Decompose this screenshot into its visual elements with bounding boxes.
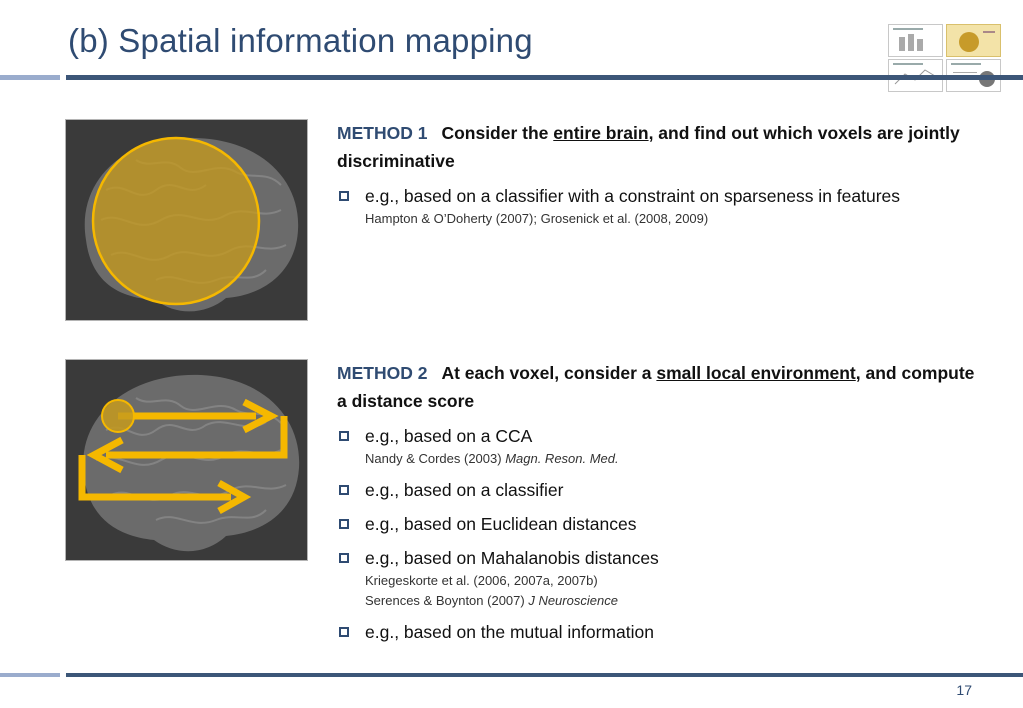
bullet-square-icon xyxy=(339,431,349,441)
method1-heading-text-b: , and find out which voxels are jointly discriminative xyxy=(337,123,960,171)
reference-text xyxy=(365,449,987,469)
method2-heading xyxy=(337,359,987,415)
bullet-square-icon xyxy=(339,553,349,563)
reference-authors: Nandy & Cordes (2003) xyxy=(365,451,506,466)
slide-title: (b) Spatial information mapping xyxy=(68,22,533,59)
bullet-square-icon xyxy=(339,485,349,495)
list-item xyxy=(337,511,987,537)
reference-journal: J Neuroscience xyxy=(528,593,618,608)
method2-section xyxy=(337,359,987,645)
footer-rule-left xyxy=(0,673,60,677)
slide-overview-thumbnails[interactable] xyxy=(888,24,1002,92)
reference-authors: Serences & Boynton (2007) xyxy=(365,593,529,608)
method2-label: METHOD 2 xyxy=(337,363,428,383)
list-item-text: e.g., based on a classifier xyxy=(365,480,564,500)
method1-heading xyxy=(337,119,987,175)
bullet-square-icon xyxy=(339,519,349,529)
method2-heading-text-a: At each voxel, consider a xyxy=(441,363,657,383)
title-rule xyxy=(66,75,1023,80)
method2-heading-text-b: , and compute a distance score xyxy=(337,363,975,411)
reference-text: Kriegeskorte et al. (2006, 2007a, 2007b) xyxy=(365,573,598,588)
method1-label: METHOD 1 xyxy=(337,123,428,143)
title-rule-left xyxy=(0,75,60,80)
method1-section xyxy=(337,119,987,229)
thumbnail-2-current[interactable] xyxy=(946,24,1001,57)
list-item-text: e.g., based on Mahalanobis distances xyxy=(365,548,659,568)
footer-rule xyxy=(66,673,1023,677)
method1-heading-underlined: entire brain xyxy=(553,123,649,143)
list-item xyxy=(337,545,987,611)
bullet-square-icon xyxy=(339,627,349,637)
reference-journal: Magn. Reson. Med. xyxy=(505,451,619,466)
list-item-text: e.g., based on a classifier with a constraint on sparseness in features xyxy=(365,186,901,206)
list-item-text: e.g., based on the mutual information xyxy=(365,622,654,642)
list-item-text: e.g., based on a CCA xyxy=(365,426,533,446)
list-item xyxy=(337,477,987,503)
bullet-square-icon xyxy=(339,191,349,201)
reference-text xyxy=(365,591,987,611)
thumbnail-1[interactable] xyxy=(888,24,943,57)
list-item xyxy=(337,423,987,469)
reference-text: Hampton & O’Doherty (2007); Grosenick et al. (2008, 2009) xyxy=(365,211,709,226)
list-item xyxy=(337,619,987,645)
list-item xyxy=(337,183,987,229)
method2-heading-underlined: small local environment xyxy=(656,363,856,383)
brain-image-method1 xyxy=(65,119,308,321)
list-item-text: e.g., based on Euclidean distances xyxy=(365,514,637,534)
page-number: 17 xyxy=(956,682,972,698)
method1-heading-text-a: Consider the xyxy=(441,123,554,143)
brain-image-method2 xyxy=(65,359,308,561)
